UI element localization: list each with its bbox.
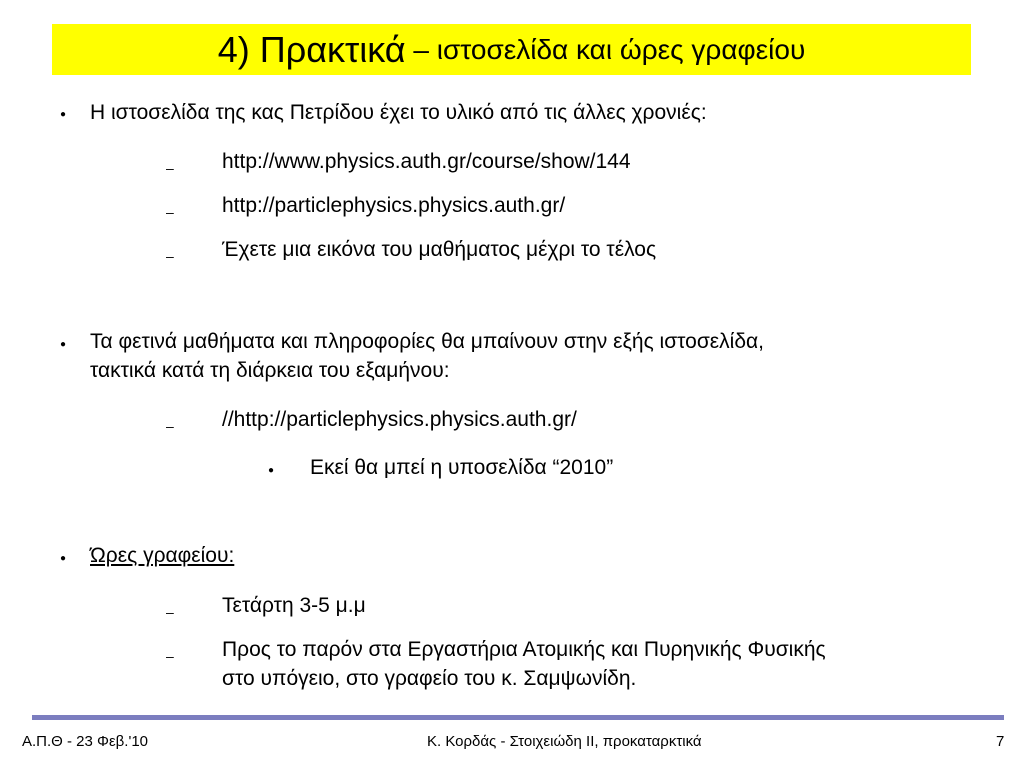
bullet-2-subsub: Εκεί θα μπεί η υποσελίδα “2010” [310, 456, 614, 479]
office-location-line-2: στο υπόγειο, στο γραφείο του κ. Σαμψωνίδη. [222, 667, 637, 690]
footer-center: Κ. Κορδάς - Στοιχειώδη ΙΙ, προκαταρκτικά [427, 733, 702, 750]
link-particlephysics[interactable]: http://particlephysics.physics.auth.gr/ [222, 194, 566, 217]
footer-left: Α.Π.Θ - 23 Φεβ.'10 [22, 733, 149, 750]
bullet-dot: ● [268, 465, 275, 476]
title-sub: – ιστοσελίδα και ώρες γραφείου [413, 33, 806, 65]
dash-marker: – [166, 648, 174, 664]
link-particlephysics-2010[interactable]: //http://particlephysics.physics.auth.gr/ [222, 408, 577, 431]
bullet-1-sub-3: Έχετε μια εικόνα του μαθήματος μέχρι το τέλος [222, 238, 657, 261]
bullet-2-line-1: Τα φετινά μαθήματα και πληροφορίες θα μπαίνουν στην εξής ιστοσελίδα, [90, 330, 764, 353]
office-hours-heading: Ώρες γραφείου: [90, 544, 235, 567]
dash-marker: – [166, 204, 174, 220]
dash-marker: – [166, 418, 174, 434]
dash-marker: – [166, 248, 174, 264]
bullet-dot: ● [60, 553, 67, 564]
bullet-1-text: Η ιστοσελίδα της κας Πετρίδου έχει το υλικό από τις άλλες χρονιές: [90, 101, 707, 124]
bullet-dot: ● [60, 109, 67, 120]
link-physics-course[interactable]: http://www.physics.auth.gr/course/show/144 [222, 150, 631, 173]
title-main: 4) Πρακτικά [217, 28, 406, 70]
office-hours-time: Τετάρτη 3-5 μ.μ [222, 594, 366, 617]
dash-marker: – [166, 604, 174, 620]
dash-marker: – [166, 160, 174, 176]
bullet-dot: ● [60, 339, 67, 350]
slide-title [52, 24, 971, 75]
office-location-line-1: Προς το παρόν στα Εργαστήρια Ατομικής και Πυρηνικής Φυσικής [222, 638, 826, 661]
footer-divider [32, 715, 1004, 720]
bullet-2-line-2: τακτικά κατά τη διάρκεια του εξαμήνου: [90, 359, 450, 382]
page-number: 7 [996, 733, 1005, 750]
